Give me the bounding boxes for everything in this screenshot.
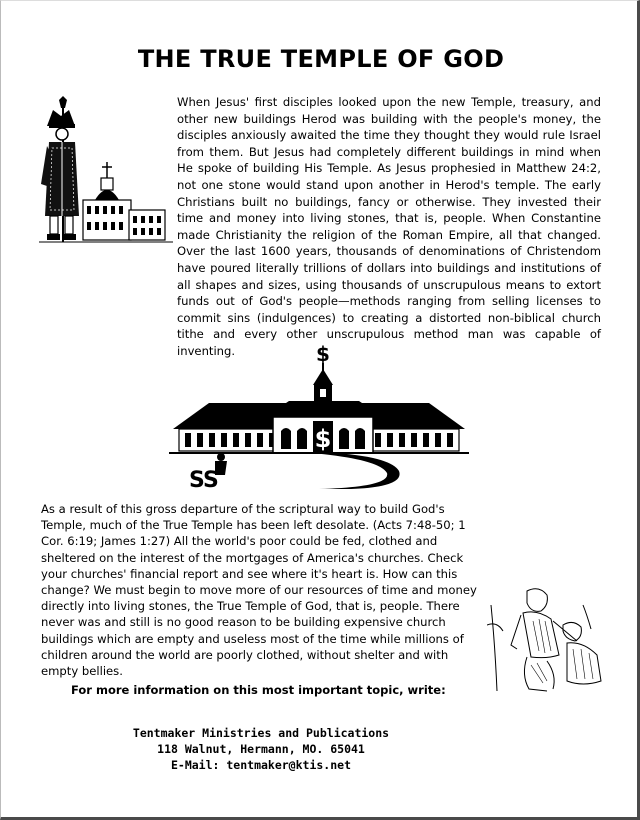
guard-and-capitol-illustration xyxy=(39,96,173,246)
email-address[interactable]: E-Mail: tentmaker@ktis.net xyxy=(170,758,351,772)
street-address: 118 Walnut, Hermann, MO. 65041 xyxy=(157,742,365,756)
main-paragraph: As a result of this gross departure of the scriptural way to build God's Temple, much of the True Temple has been left desolate. (Acts 7:48-50; 1 Cor. 6:19; James 1:27) All the world's poor could be fed, clothed and sheltered on the interest of the mortgages of America's churches. Check your churches' financial report and see where it's heart is. How can this change? We must begin to move more of our resources of time and money directly into living stones, the True Temple of God, that is, people. There never was and still is no good reason to be building expensive church buildings which are empty and useless most of the time while millions of children around the world are poorly clothed, without shelter and with empty bellies. xyxy=(41,502,477,679)
contact-address xyxy=(121,725,401,773)
svg-text:S: S xyxy=(203,468,219,491)
page-title: THE TRUE TEMPLE OF GOD xyxy=(137,45,505,73)
svg-text:$: $ xyxy=(314,425,332,453)
intro-paragraph: When Jesus' first disciples looked upon the new Temple, treasury, and other new buildings Herod was building with the people's money, the disciples anxiously awaited the time they thought they would rule Israel from them. But Jesus had completely different buildings in mind when He spoke of building His Temple. As Jesus prophesied in Matthew 24:2, not one stone would stand upon another in Herod's temple. The early Christians built no buildings, fancy or otherwise. They invested their time and money into living stones, that is, people. When Constantine made Christianity the religion of the Roman Empire, all that changed. Over the last 1600 years, thousands of denominations of Christendom have poured literally trillions of dollars into buildings and institutions of all shapes and sizes, using thousands of unscrupulous means to extort funds out of God's people—methods ranging from selling licenses to commit sins (indulgences) to creating a distorted non-biblical church tithe and every other unscrupulous method man was capable of inventing. xyxy=(177,95,601,358)
svg-text:S: S xyxy=(189,468,205,491)
church-with-dollar-sign-illustration xyxy=(169,341,469,491)
poor-children-illustration xyxy=(487,585,609,695)
svg-text:$: $ xyxy=(316,342,330,366)
call-to-action: For more information on this most important topic, write: xyxy=(71,683,446,697)
organization-name: Tentmaker Ministries and Publications xyxy=(132,726,390,740)
